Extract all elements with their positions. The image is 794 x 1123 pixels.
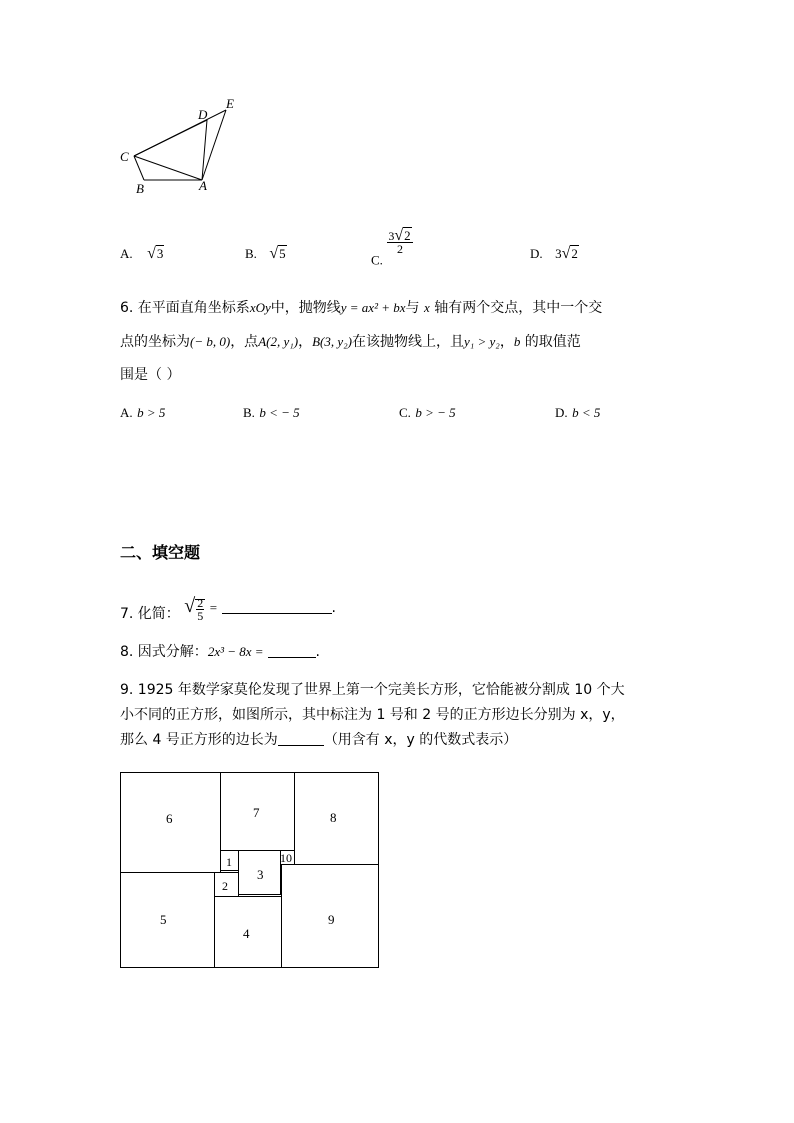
square-label-8: 8 — [330, 810, 337, 825]
outer-rectangle — [121, 773, 379, 968]
square-label-4: 4 — [243, 926, 250, 941]
math-expression: 2x³ − 8x = — [207, 644, 264, 659]
q9-line-1: 9. 1925 年数学家莫伦发现了世界上第一个完美长方形，它恰能被分割成 10 个大 — [120, 682, 625, 698]
sqrt-expression: √5 — [269, 245, 286, 262]
q6-line-3: 围是（ ） — [120, 367, 181, 383]
label-d: D — [198, 107, 208, 122]
math-xoy: xOy — [249, 300, 271, 315]
edge-cb — [134, 156, 144, 180]
square-5 — [121, 873, 215, 968]
q6-option-c[interactable]: C. b > − 5 — [399, 405, 456, 420]
square-label-6: 6 — [166, 811, 173, 826]
answer-blank[interactable] — [278, 731, 324, 746]
square-label-5: 5 — [160, 912, 167, 927]
square-label-2: 2 — [222, 879, 228, 893]
square-8 — [295, 773, 379, 865]
q9-line-3: 那么 4 号正方形的边长为 （用含有 x，y 的代数式表示） — [120, 732, 518, 748]
sqrt-fraction: √ $\frac{2}{5}$ — [184, 595, 204, 623]
math-point: (− b, 0) — [190, 334, 231, 349]
q6-line-1: 6. 在平面直角坐标系xOy中，抛物线y = ax² + bx与 x 轴有两个交点，其中一个交 — [120, 300, 603, 316]
square-label-9: 9 — [328, 912, 335, 927]
q5-option-c[interactable]: C. $\frac{3√2}{2}$ — [371, 227, 411, 268]
square-label-7: 7 — [253, 805, 260, 820]
label-b: B — [136, 181, 144, 196]
math-point-a: A(2, y₁) — [258, 334, 299, 349]
triangle-figure — [110, 92, 250, 202]
answer-blank[interactable] — [268, 643, 316, 658]
q6-option-d[interactable]: D. b < 5 — [555, 405, 601, 420]
square-label-10: 10 — [280, 851, 292, 865]
math-inequality: y₁ > y₂ — [463, 334, 500, 349]
q5-option-b[interactable]: B. √5 — [245, 245, 286, 262]
fraction: $\frac{3√2}{2}$ — [388, 227, 411, 256]
label-e: E — [226, 96, 234, 111]
math-parabola: y = ax² + bx — [340, 300, 406, 315]
square-label-3: 3 — [257, 867, 264, 882]
section-title: 二、填空题 — [120, 543, 201, 562]
perfect-rectangle-figure — [120, 772, 380, 970]
q8: 8. 因式分解：2x³ − 8x = . — [120, 644, 320, 660]
q7: 7. 化简： √ $\frac{2}{5}$ = . — [120, 595, 336, 623]
q5-option-d[interactable]: D. 3√2 — [530, 245, 578, 262]
edge-ca — [134, 156, 202, 180]
q9-line-2: 小不同的正方形，如图所示，其中标注为 1 号和 2 号的正方形边长分别为 x，y， — [120, 707, 625, 723]
q6-option-b[interactable]: B. b < − 5 — [243, 405, 300, 420]
sqrt-expression: 3√2 — [555, 245, 578, 262]
edge-ad — [202, 120, 207, 180]
answer-blank[interactable] — [222, 599, 332, 614]
q5-option-a[interactable]: A. √3 — [120, 245, 164, 262]
square-label-1: 1 — [226, 855, 232, 869]
label-c: C — [120, 149, 129, 164]
q6-option-a[interactable]: A. b > 5 — [120, 405, 166, 420]
label-a: A — [199, 178, 207, 193]
sqrt-expression: √3 — [147, 245, 164, 262]
math-point-b: B(3, y₂) — [312, 334, 352, 349]
q6-line-2: 点的坐标为(− b, 0)，点A(2, y₁)，B(3, y₂)在该抛物线上，且y₁ > y₂，b 的取值范 — [120, 334, 581, 350]
